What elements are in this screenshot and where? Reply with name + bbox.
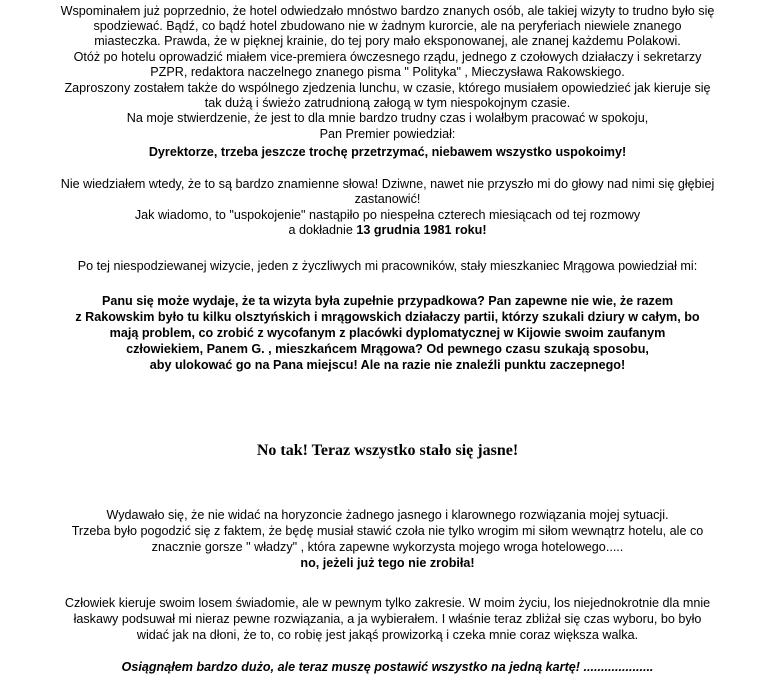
para2-line-2: zastanowić! [354,192,421,206]
heading: No tak! Teraz wszystko stało się jasne! [256,442,519,459]
para4-end: no, jeżeli już tego nie zrobiła! [300,556,475,570]
para5-line-3: widać jak na dłoni, że to, co robię jest jakąś prowizorką i czeka mnie coraz większa walka. [136,628,639,642]
para2-line-1: Nie wiedziałem wtedy, że to są bardzo znamienne słowa! Dziwne, nawet nie przyszło mi do głowy nad nimi się głębiej [60,177,715,191]
quote1: Dyrektorze, trzeba jeszcze trochę przetrzymać, niebawem wszystko uspokoimy! [148,145,627,159]
para5-line-2: łaskawy podsuwał mi nieraz pewne rozwiązania, a ja wybierałem. I właśnie teraz zbliżał się czas wyboru, bo było [73,612,702,626]
para2-line-3: Jak wiadomo, to "uspokojenie" nastąpiło po niespełna czterech miesiącach od tej rozmowy [134,208,641,222]
closing-line: Osiągnąłem bardzo dużo, ale teraz muszę postawić wszystko na jedną kartę! .................... [121,660,654,674]
para4-line-1: Wydawało się, że nie widać na horyzoncie żadnego jasnego i klarownego rozwiązania mojej sytuacji. [106,508,669,522]
para4-line-2: Trzeba było pogodzić się z faktem, że będę musiał stawić czoła nie tylko wrogim mi siłom wewnątrz hotelu, ale co [71,524,704,538]
para1-line-1: Wspominałem już poprzednio, że hotel odwiedzało mnóstwo bardzo znanych osób, ale takiej wizyty to trudno było się [60,4,715,18]
quote2-line-4: człowiekiem, Panem G. , mieszkańcem Mrągowa? Od pewnego czasu szukają sposobu, [126,342,649,356]
quote2-line-3: mają problem, co zrobić z wycofanym z placówki dyplomatycznej w Kijowie swoim zaufanym [109,326,666,340]
para1-line-2: spodziewać. Bądź, co bądź hotel zbudowano nie w żadnym kurorcie, ale na peryferiach niewiele znanego [93,19,682,33]
para3: Po tej niespodziewanej wizycie, jeden z życzliwych mi pracowników, stały mieszkaniec Mrągowa powiedział mi: [77,259,698,273]
para1-line-8: Na moje stwierdzenie, że jest to dla mnie bardzo trudny czas i wolałbym pracować w spokoju, [126,111,649,125]
para1-line-3: miasteczka. Prawda, że w pięknej krainie, do tej pory mało eksponowanej, ale znanej każdemu Polakowi. [94,34,681,48]
para2-date: 13 grudnia 1981 roku! [356,223,487,237]
para4-line-3: znacznie gorsze " władzy" , która zapewne wykorzysta mojego wroga hotelowego..... [151,540,624,554]
para1-line-5: PZPR, redaktora naczelnego znanego pisma " Polityka" , Mieczysława Rakowskiego. [150,65,625,79]
para1-line-9: Pan Premier powiedział: [319,127,456,141]
quote2-line-2: z Rakowskim było tu kilku olsztyńskich i mrągowskich działaczy partii, którzy szukali dziury w całym, bo [75,310,700,324]
para1-line-6: Zaproszony zostałem także do wspólnego zjedzenia lunchu, w czasie, którego musiałem opowiedzieć jak kieruje się [64,81,711,95]
quote2-line-1: Panu się może wydaje, że ta wizyta była zupełnie przypadkowa? Pan zapewne nie wie, że razem [101,294,674,308]
para2-line-4 [0,223,775,238]
para1-line-7: tak dużą i świeżo zatrudnioną załogą w tym niespokojnym czasie. [204,96,571,110]
para2-date-prefix: a dokładnie [288,223,357,237]
para1-line-4: Otóż po hotelu oprowadzić miałem vice-premiera ówczesnego rządu, jednego z czołowych działaczy i sekretarzy [73,50,702,64]
para5-line-1: Człowiek kieruje swoim losem świadomie, ale w pewnym tylko zakresie. W moim życiu, los niejednokrotnie dla mnie [64,596,711,610]
quote2-line-5: aby ulokować go na Pana miejscu! Ale na razie nie znaleźli punktu zaczepnego! [149,358,626,372]
